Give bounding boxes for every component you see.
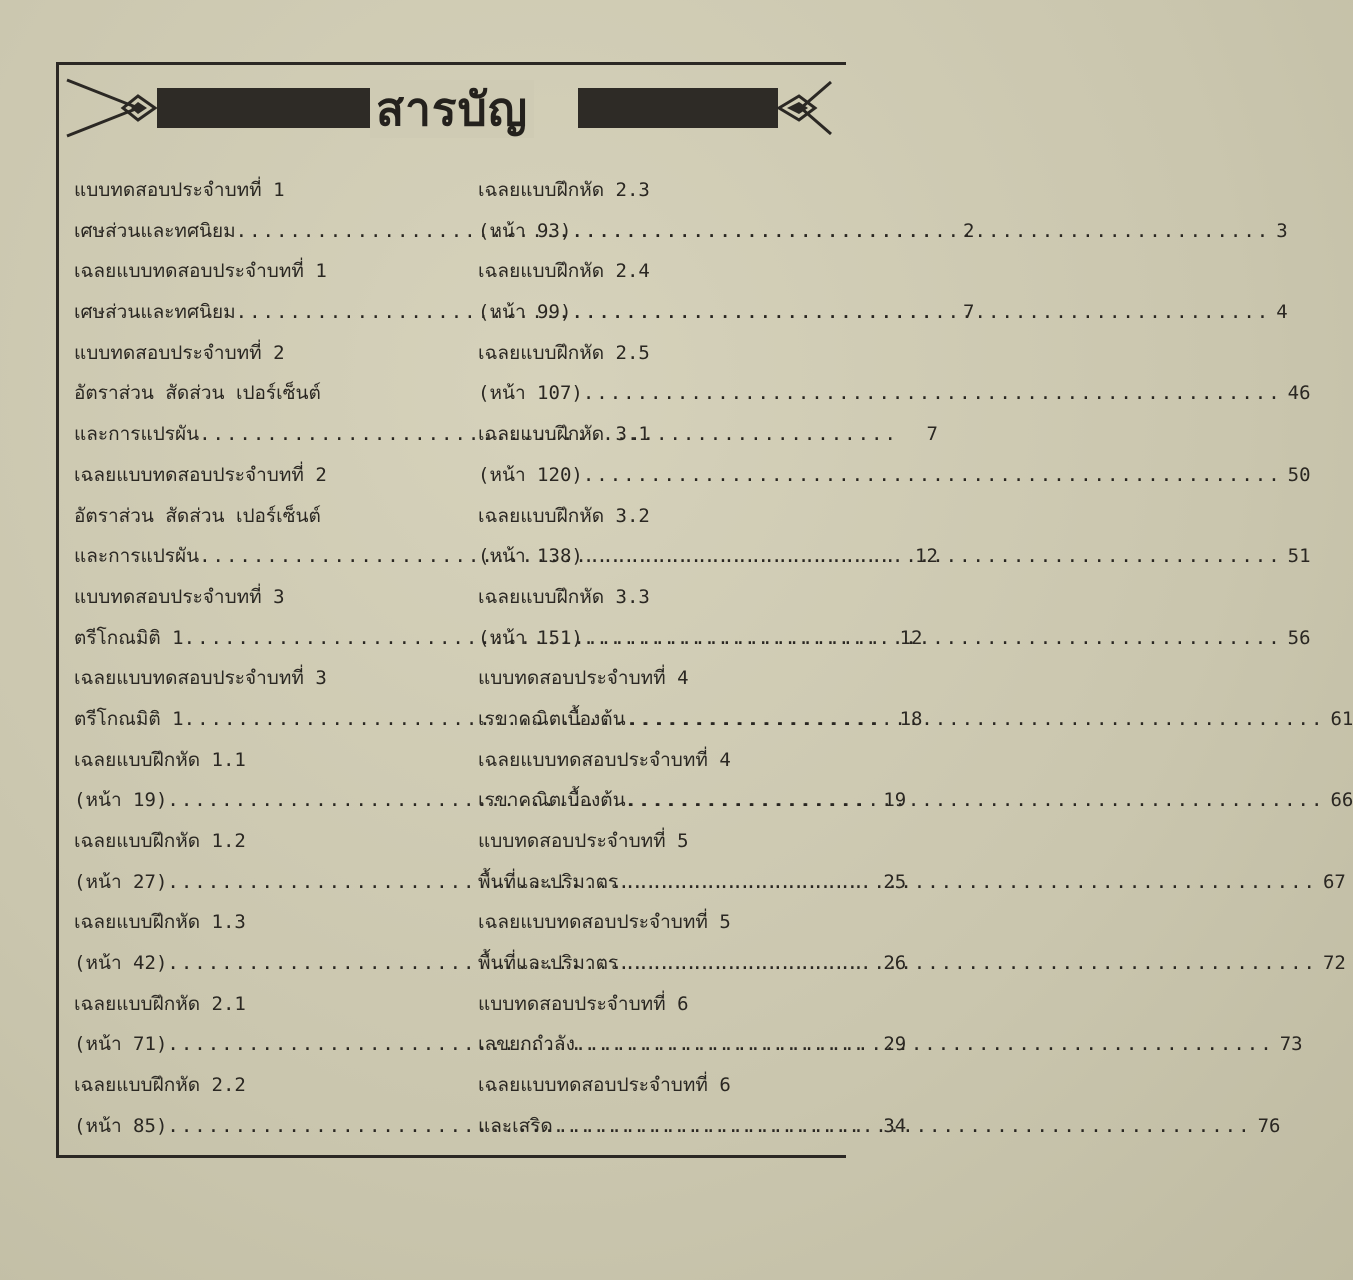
toc-entry-label: (หน้า 120) (478, 463, 583, 486)
toc-page-number: 29 (883, 1033, 907, 1056)
leader-dots (553, 1106, 1252, 1147)
toc-entry-label: (หน้า 42) (74, 952, 168, 975)
toc-page-number: 7 (963, 301, 975, 324)
toc-entry (478, 292, 1288, 333)
toc-page-number: 51 (1287, 545, 1311, 568)
toc-entry-label: เฉลยแบบฝึกหัด 1.3 (74, 911, 246, 934)
toc-entry-label: ตรีโกณมิติ 1 (74, 707, 184, 730)
toc-entry-label: แบบทดสอบประจำบทที่ 6 (478, 992, 689, 1015)
toc-page-number: 61 (1330, 707, 1353, 730)
toc-entry-label: เฉลยแบบทดสอบประจำบทที่ 5 (478, 911, 731, 934)
toc-entry-label: เฉลยแบบฝึกหัด 2.3 (478, 179, 650, 201)
toc-entry-label: แบบทดสอบประจำบทที่ 3 (74, 585, 285, 608)
toc-entry-label: เฉลยแบบฝึกหัด 2.5 (478, 341, 650, 364)
toc-entry-label: เฉลยแบบทดสอบประจำบทที่ 2 (74, 463, 327, 486)
toc-entry (74, 984, 454, 1025)
toc-entry (478, 251, 838, 292)
toc-entry-label: (หน้า 19) (74, 789, 168, 812)
toc-entry-label: (หน้า 93) (478, 219, 572, 242)
toc-entry-label: เฉลยแบบฝึกหัด 2.4 (478, 260, 650, 283)
toc-entry-label: แบบทดสอบประจำบทที่ 5 (478, 830, 689, 852)
toc-entry-label: และการแปรผัน (74, 545, 200, 568)
toc-page-number: 18 (899, 707, 923, 730)
toc-entry-label: เศษส่วนและทศนิยม (74, 301, 236, 324)
toc-entry-label: เฉลยแบบฝึกหัด 1.2 (74, 830, 246, 852)
leader-dots (583, 455, 1282, 496)
toc-entry-label: (หน้า 71) (74, 1033, 168, 1056)
toc-entry-label: และการแปรผัน (74, 423, 200, 446)
toc-entry (74, 496, 454, 537)
toc-entry (74, 577, 454, 618)
toc-page-number: 25 (883, 870, 907, 893)
leader-dots (583, 618, 1282, 659)
toc-entry-label: แบบทดสอบประจำบทที่ 2 (74, 341, 285, 364)
toc-entry-label: (หน้า 151) (478, 626, 583, 649)
toc-entry-label: เฉลยแบบทดสอบประจำบทที่ 4 (478, 748, 731, 771)
toc-entry-label: เศษส่วนและทศนิยม (74, 219, 236, 242)
leader-dots (583, 536, 1282, 577)
toc-entry-label: แบบทดสอบประจำบทที่ 4 (478, 667, 689, 690)
toc-entry-label: (หน้า 27) (74, 870, 168, 893)
toc-entry (478, 455, 1311, 496)
toc-page-number: 56 (1287, 626, 1311, 649)
page-title: สารบัญ (370, 80, 534, 138)
toc-entry (478, 740, 838, 781)
toc-entry (74, 251, 454, 292)
leader-dots (618, 862, 1317, 903)
leader-dots (618, 943, 1317, 984)
toc-entry-label: เฉลยแบบทดสอบประจำบทที่ 3 (74, 667, 327, 690)
toc-page-number: 19 (883, 789, 907, 812)
toc-entry (74, 333, 454, 374)
toc-page-number: 67 (1322, 870, 1346, 893)
toc-page-number: 3 (1276, 219, 1288, 242)
toc-entry (478, 496, 838, 537)
toc-page-number: 66 (1330, 789, 1353, 812)
leader-dots (571, 292, 1270, 333)
toc-entry-label: (หน้า 85) (74, 1114, 168, 1137)
toc-page-number: 7 (926, 423, 938, 446)
toc-entry-label: เฉลยแบบฝึกหัด 3.2 (478, 504, 650, 527)
toc-page-number: 50 (1287, 463, 1311, 486)
leader-dots (571, 211, 1270, 252)
toc-entry (478, 170, 838, 211)
toc-page-number: 12 (915, 545, 938, 568)
toc-entry-label: และเสริด (478, 1114, 553, 1137)
toc-entry-label: พื้นที่และปริมาตร (478, 870, 619, 893)
toc-entry-label: เลขยกกำลัง (478, 1033, 575, 1056)
toc-page-number: 4 (1276, 301, 1288, 324)
toc-entry-label: เฉลยแบบทดสอบประจำบทที่ 6 (478, 1074, 731, 1097)
toc-page-number: 72 (1322, 952, 1346, 975)
toc-entry (74, 373, 454, 414)
toc-entry (478, 821, 838, 862)
toc-entry (74, 902, 454, 943)
toc-entry-label: เฉลยแบบทดสอบประจำบทที่ 1 (74, 260, 327, 283)
toc-entry (478, 373, 1311, 414)
toc-entry (74, 170, 454, 211)
toc-entry (74, 821, 454, 862)
toc-entry (74, 455, 454, 496)
leader-dots (626, 780, 1325, 821)
toc-entry-label: เฉลยแบบฝึกหัด 3.1 (478, 423, 650, 446)
toc-entry (478, 577, 838, 618)
toc-page-number: 12 (899, 626, 923, 649)
toc-entry-label: เฉลยแบบฝึกหัด 1.1 (74, 748, 246, 771)
leader-dots (583, 373, 1282, 414)
toc-entry-label: เฉลยแบบฝึกหัด 3.3 (478, 585, 650, 608)
toc-entry-label: เรขาคณิตเบื้องต้น (478, 789, 626, 812)
toc-entry (478, 414, 838, 455)
toc-page-number: 46 (1287, 382, 1311, 405)
toc-entry-label: (หน้า 107) (478, 382, 583, 405)
toc-entry (478, 658, 838, 699)
toc-entry (74, 740, 454, 781)
toc-page-number: 2 (963, 219, 975, 242)
toc-entry (478, 902, 838, 943)
toc-entry (478, 1065, 838, 1106)
toc-page-number: 73 (1279, 1033, 1303, 1056)
toc-entry-label: (หน้า 99) (478, 301, 572, 324)
toc-entry-label: อัตราส่วน สัดส่วน เปอร์เซ็นต์ (74, 504, 321, 527)
toc-page-number: 76 (1257, 1114, 1281, 1137)
toc-entry-label: เฉลยแบบฝึกหัด 2.2 (74, 1074, 246, 1097)
toc-entry-label: เรขาคณิตเบื้องต้น (478, 707, 626, 730)
toc-entry (74, 1065, 454, 1106)
toc-entry (478, 333, 838, 374)
leader-dots (626, 699, 1325, 740)
toc-entry (478, 211, 1288, 252)
toc-entry-label: เฉลยแบบฝึกหัด 2.1 (74, 992, 246, 1015)
toc-entry-label: แบบทดสอบประจำบทที่ 1 (74, 179, 285, 201)
toc-entry (478, 984, 838, 1025)
toc-entry-label: (หน้า 138) (478, 545, 583, 568)
leader-dots (575, 1024, 1274, 1065)
toc-entry-label: พื้นที่และปริมาตร (478, 952, 619, 975)
toc-page-number: 26 (883, 952, 907, 975)
toc-entry (74, 658, 454, 699)
toc-page-number: 34 (883, 1114, 907, 1137)
toc-entry-label: ตรีโกณมิติ 1 (74, 626, 184, 649)
toc-entry-label: อัตราส่วน สัดส่วน เปอร์เซ็นต์ (74, 382, 321, 405)
